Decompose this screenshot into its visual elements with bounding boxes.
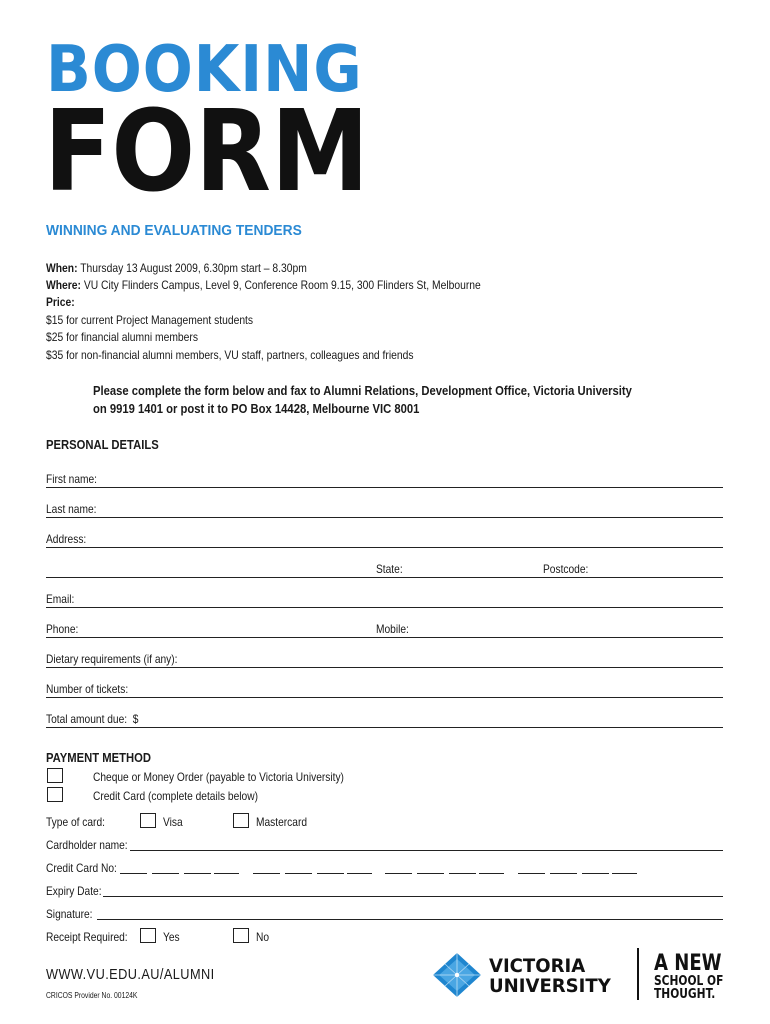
price-item: $15 for current Project Management students — [46, 313, 254, 327]
cardholder-input-line[interactable] — [130, 850, 723, 851]
phone-label: Phone: — [46, 622, 79, 636]
receipt-no-checkbox[interactable] — [233, 928, 249, 943]
where-line — [46, 277, 481, 294]
logo-divider — [637, 948, 639, 1000]
postcode-label: Postcode: — [543, 562, 589, 576]
card-digit-line[interactable] — [582, 873, 609, 874]
email-label: Email: — [46, 592, 75, 606]
tickets-label: Number of tickets: — [46, 682, 129, 696]
mobile-label: Mobile: — [376, 622, 409, 636]
vu-logo-text-university: UNIVERSITY — [489, 975, 611, 997]
when-value: Thursday 13 August 2009, 6.30pm start – 8.30pm — [80, 261, 307, 275]
phone-field[interactable] — [46, 617, 723, 638]
when-line — [46, 260, 307, 277]
vu-logo-diamond-icon — [431, 951, 483, 999]
card-digit-line[interactable] — [152, 873, 179, 874]
vu-logo-text-victoria: VICTORIA — [489, 955, 586, 977]
slogan-line3: THOUGHT. — [654, 987, 716, 1002]
cheque-option-label: Cheque or Money Order (payable to Victoria University) — [93, 770, 344, 784]
personal-details-heading: PERSONAL DETAILS — [46, 438, 159, 452]
event-title: WINNING AND EVALUATING TENDERS — [46, 222, 302, 239]
type-of-card-label: Type of card: — [46, 815, 105, 829]
card-digit-line[interactable] — [184, 873, 211, 874]
tickets-field[interactable] — [46, 677, 723, 698]
card-digit-line[interactable] — [214, 873, 239, 874]
email-field[interactable] — [46, 587, 723, 608]
card-digit-line[interactable] — [285, 873, 312, 874]
last-name-label: Last name: — [46, 502, 97, 516]
signature-input-line[interactable] — [97, 919, 723, 920]
payment-method-heading: PAYMENT METHOD — [46, 751, 152, 765]
alumni-url-link[interactable]: WWW.VU.EDU.AU/ALUMNI — [46, 966, 215, 983]
card-digit-line[interactable] — [385, 873, 412, 874]
credit-card-checkbox[interactable] — [47, 787, 63, 802]
credit-card-option-label: Credit Card (complete details below) — [93, 789, 258, 803]
card-digit-line[interactable] — [550, 873, 577, 874]
address-field[interactable] — [46, 527, 723, 548]
price-item: $25 for financial alumni members — [46, 330, 199, 344]
card-number-label: Credit Card No: — [46, 861, 117, 875]
first-name-label: First name: — [46, 472, 98, 486]
card-digit-line[interactable] — [317, 873, 344, 874]
card-digit-line[interactable] — [479, 873, 504, 874]
address-line2-field[interactable] — [46, 557, 723, 578]
price-item: $35 for non-financial alumni members, VU staff, partners, colleagues and friends — [46, 348, 414, 362]
total-field[interactable] — [46, 707, 723, 728]
card-digit-line[interactable] — [347, 873, 372, 874]
dietary-label: Dietary requirements (if any): — [46, 652, 178, 666]
cheque-checkbox[interactable] — [47, 768, 63, 783]
receipt-no-label: No — [256, 930, 270, 944]
cricos-number: CRICOS Provider No. 00124K — [46, 991, 138, 1000]
card-digit-line[interactable] — [518, 873, 545, 874]
mastercard-label: Mastercard — [256, 815, 308, 829]
visa-label: Visa — [163, 815, 183, 829]
state-label: State: — [376, 562, 403, 576]
visa-checkbox[interactable] — [140, 813, 156, 828]
submission-notice: Please complete the form below and fax to Alumni Relations, Development Office, Victoria University on 9919 1401 or post it to PO Box 14428, Melbourne VIC 8001 — [93, 384, 632, 416]
card-digit-line[interactable] — [417, 873, 444, 874]
dietary-field[interactable] — [46, 647, 723, 668]
card-digit-line[interactable] — [612, 873, 637, 874]
card-digit-line[interactable] — [449, 873, 476, 874]
where-value: VU City Flinders Campus, Level 9, Conference Room 9.15, 300 Flinders St, Melbourne — [83, 278, 481, 292]
first-name-field[interactable] — [46, 467, 723, 488]
card-digit-line[interactable] — [253, 873, 280, 874]
receipt-yes-label: Yes — [163, 930, 180, 944]
expiry-label: Expiry Date: — [46, 884, 102, 898]
total-label: Total amount due: $ — [46, 712, 139, 726]
receipt-yes-checkbox[interactable] — [140, 928, 156, 943]
slogan-line1: A NEW — [654, 951, 722, 976]
signature-label: Signature: — [46, 907, 93, 921]
card-digit-line[interactable] — [120, 873, 147, 874]
price-label: Price: — [46, 295, 75, 309]
where-label: Where: — [46, 278, 81, 292]
address-label: Address: — [46, 532, 87, 546]
when-label: When: — [46, 261, 78, 275]
title-booking: BOOKING — [46, 33, 363, 107]
mastercard-checkbox[interactable] — [233, 813, 249, 828]
cardholder-label: Cardholder name: — [46, 838, 128, 852]
receipt-label: Receipt Required: — [46, 930, 128, 944]
last-name-field[interactable] — [46, 497, 723, 518]
title-form: FORM — [44, 87, 370, 217]
slogan-line2: SCHOOL OF — [654, 974, 724, 989]
expiry-input-line[interactable] — [103, 896, 723, 897]
